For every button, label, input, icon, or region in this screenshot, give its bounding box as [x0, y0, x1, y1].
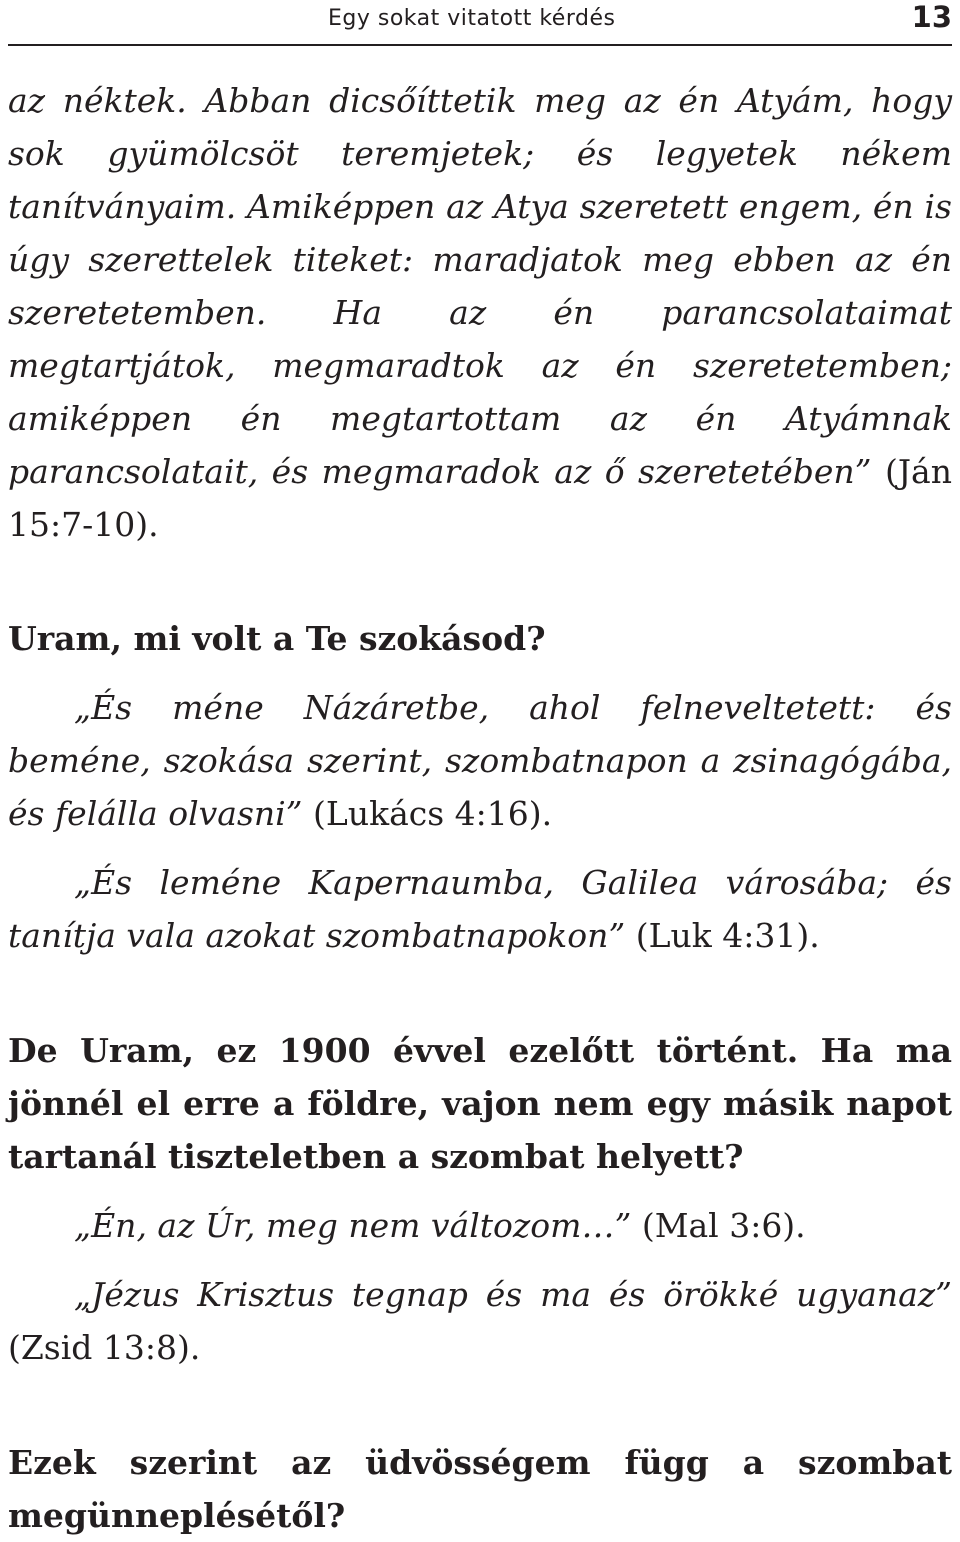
question-heading: Ezek szerint az üdvösségem függ a szombat megünneplésétől? [8, 1443, 952, 1535]
paragraph-luke-quote-2 [8, 856, 952, 962]
quote-text: „Jézus Krisztus tegnap és ma és örökké ugyanaz” [74, 1275, 952, 1314]
paragraph-malachi-quote [8, 1199, 952, 1252]
paragraph-hebrews-quote [8, 1268, 952, 1374]
question-heading: Uram, mi volt a Te szokásod? [8, 619, 546, 658]
quote-text: az néktek. Abban dicsőíttetik meg az én Atyám, hogy sok gyümölcsöt teremjetek; és legyetek nékem tanítványaim. Amiképpen az Atya szeretett engem, én is úgy szerettelek titeket: maradjatok meg ebben az én szeretetemben. Ha az én parancsolataimat megtartjátok, megmaradtok az én szeretetemben; amiképpen én megtartottam az én Atyámnak parancsolatait, és megmaradok az ő szeretetében” [8, 81, 952, 491]
bible-reference: (Lukács 4:16). [302, 794, 553, 833]
paragraph-john-quote [8, 74, 952, 551]
bible-reference: (Mal 3:6). [631, 1206, 806, 1245]
page-header [8, 0, 952, 46]
running-title: Egy sokat vitatott kérdés [328, 6, 616, 31]
body-text [8, 74, 952, 1542]
page-number: 13 [911, 0, 952, 34]
bible-reference: (Zsid 13:8). [8, 1328, 201, 1367]
question-heading: De Uram, ez 1900 évvel ezelőtt történt. Ha ma jönnél el erre a földre, vajon nem egy másik napot tartanál tiszteletben a szombat helyett? [8, 1031, 952, 1176]
quote-text: „Én, az Úr, meg nem változom…” [74, 1206, 632, 1245]
quote-text: „És méne Názáretbe, ahol felneveltetett: és beméne, szokása szerint, szombatnapon a zsinagógába, és felálla olvasni” [8, 688, 952, 833]
paragraph-luke-quote [8, 681, 952, 840]
quote-text: „És leméne Kapernaumba, Galilea városába; és tanítja vala azokat szombatnapokon” [8, 863, 952, 955]
bible-reference: (Ján 15:7-10). [8, 452, 952, 544]
bible-reference: (Luk 4:31). [625, 916, 820, 955]
